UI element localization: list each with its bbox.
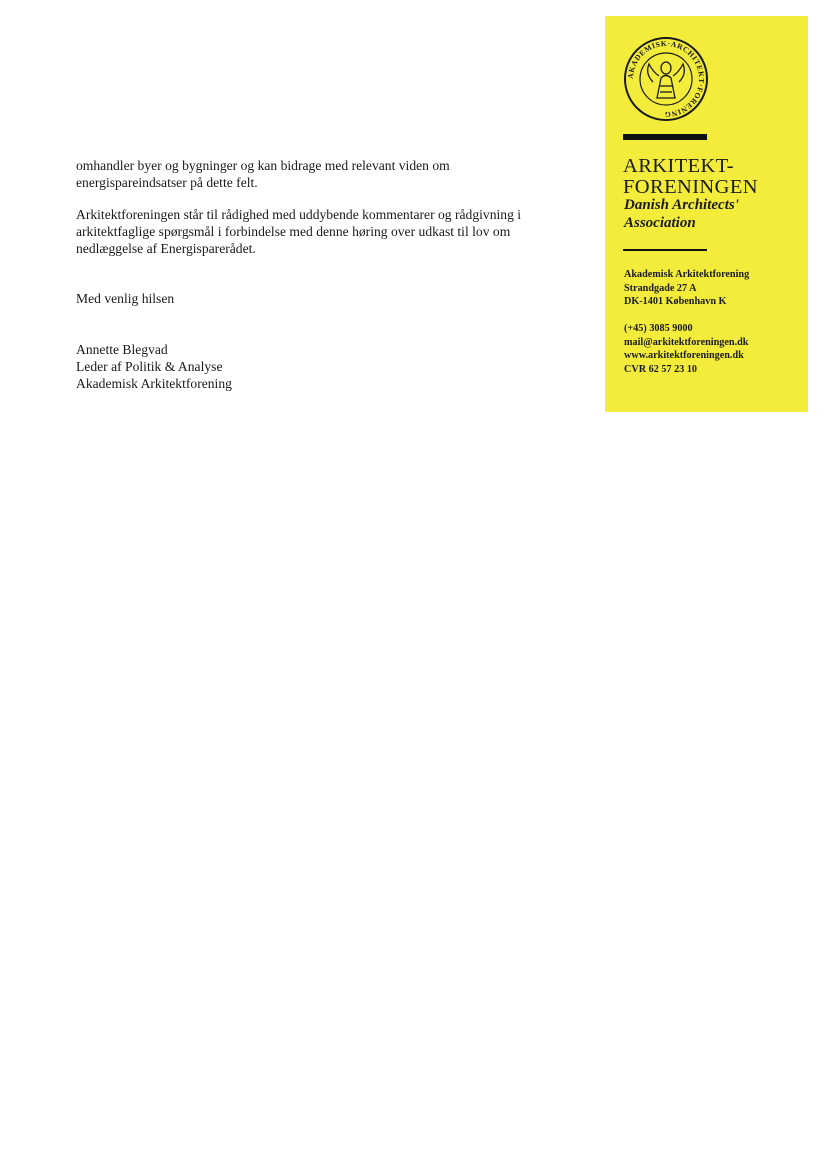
paragraph-2: Arkitektforeningen står til rådighed med uddybende kommentarer og rådgivning i arkitektfaglige spørgsmål i forbindelse med denne høring over udkast til lov om nedlæggelse af Energisparerådet. — [76, 207, 522, 256]
letterhead-card — [605, 16, 808, 412]
postal-address — [624, 268, 749, 309]
paragraph-1: omhandler byer og bygninger og kan bidrage med relevant viden om energispareindsatser på dette felt. — [76, 158, 450, 190]
organization-name — [623, 156, 758, 198]
association-seal-logo — [623, 36, 709, 122]
seal-text: AKADEMISK·ARCHITEKT·FORENING — [625, 38, 707, 120]
website: www.arkitektforeningen.dk — [624, 350, 744, 361]
organization-english-name — [624, 196, 739, 232]
signature-block — [76, 341, 232, 392]
letter-body — [76, 157, 546, 257]
address-org: Akademisk Arkitektforening — [624, 269, 750, 280]
signatory-org: Akademisk Arkitektforening — [76, 376, 232, 391]
divider-bar — [623, 134, 707, 140]
closing: Med venlig hilsen — [76, 291, 175, 306]
phone-number: (+45) 3085 9000 — [624, 323, 693, 334]
english-name-line1: Danish Architects' — [624, 197, 739, 213]
org-name-line1: ARKITEKT- — [623, 155, 735, 177]
address-city: DK-1401 København K — [624, 296, 727, 307]
english-name-line2: Association — [624, 215, 696, 231]
svg-text:AKADEMISK·ARCHITEKT·FORENING — [626, 39, 706, 119]
email-address: mail@arkitektforeningen.dk — [624, 336, 749, 348]
contact-info — [624, 322, 748, 376]
org-name-line2: FORENINGEN — [623, 176, 758, 198]
signatory-title: Leder af Politik & Analyse — [76, 359, 223, 374]
address-street: Strandgade 27 A — [624, 282, 697, 294]
cvr-number: CVR 62 57 23 10 — [624, 363, 698, 375]
divider-line — [623, 249, 707, 251]
signatory-name: Annette Blegvad — [76, 342, 168, 357]
